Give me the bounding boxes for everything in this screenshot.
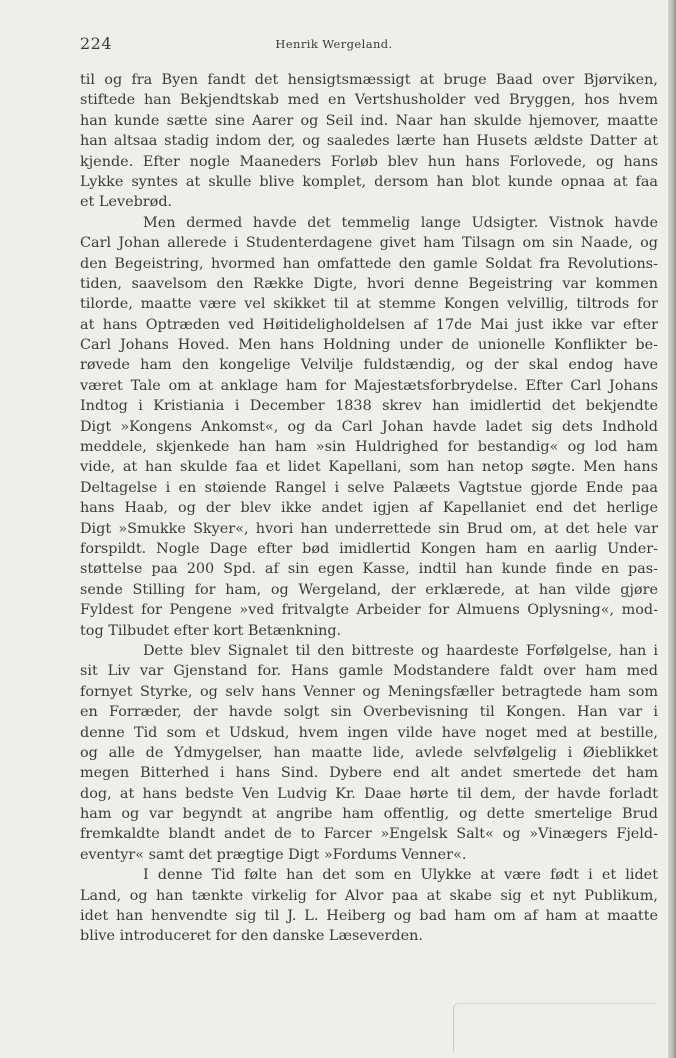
paragraph [80,865,658,947]
book-spine-edge [668,0,676,1058]
text-line: stiftede han Bekjendtskab med en Vertshusholder ved Bryggen, hos hvem [80,92,658,109]
text-line: fremkaldte blandt andet de to Farcer »Engelsk Salt« og »Vinægers Fjeld- [80,826,658,843]
text-line: Men dermed havde det temmelig lange Udsigter. Vistnok havde [143,214,658,231]
text-line: han kunde sætte sine Aarer og Seil ind. Naar han skulde hjemover, maatte [80,112,658,129]
page-corner-mark [453,1003,656,1052]
text-line: dog, at hans bedste Ven Ludvig Kr. Daae hørte til dem, der havde forladt [80,785,658,802]
text-line: han altsaa stadig indom der, og saaledes lærte han Husets ældste Datter at [80,133,658,150]
text-line: idet han henvendte sig til J. L. Heiberg og bad ham om af ham at maatte [80,908,658,925]
paragraph [80,641,658,865]
text-line: meddele, skjenkede han ham »sin Huldrighed for bestandig« og lod ham [80,439,658,456]
paragraph [80,70,658,213]
text-line: støttelse paa 200 Spd. af sin egen Kasse, indtil han kunde finde en pas- [80,561,658,578]
text-line: Deltagelse i en støiende Rangel i selve Palæets Vagtstue gjorde Ende paa [80,479,658,496]
text-line: denne Tid som et Udskud, hvem ingen vilde have noget med at bestille, [80,724,658,741]
text-line: blive introduceret for den danske Læseverden. [80,928,423,945]
text-line: I denne Tid følte han det som en Ulykke at være født i et lidet [143,867,658,884]
text-line: røvede ham den kongelige Velvilje fuldstændig, og der skal endog have [80,357,658,374]
text-line: til og fra Byen fandt det hensigtsmæssigt at bruge Baad over Bjørviken, [80,72,658,88]
text-line: en Forræder, der havde solgt sin Overbevisning til Kongen. Han var i [80,704,658,721]
text-line: Dette blev Signalet til den bittreste og haardeste Forfølgelse, han i [143,642,658,659]
text-line: kjende. Efter nogle Maaneders Forløb blev hun hans Forlovede, og hans [80,153,658,170]
text-line: den Begeistring, hvormed han omfattede den gamle Soldat fra Revolutions- [80,255,658,272]
text-line: tiden, saavelsom den Række Digte, hvori denne Begeistring var kommen [80,275,658,292]
text-line: Carl Johan allerede i Studenterdagene givet ham Tilsagn om sin Naade, og [80,235,658,252]
text-line: og alle de Ydmygelser, han maatte lide, avlede selvfølgelig i Øieblikket [80,744,658,761]
text-line: eventyr« samt det prægtige Digt »Fordums Venner«. [80,846,467,863]
text-line: Indtog i Kristiania i December 1838 skrev han imidlertid det bekjendte [80,398,658,415]
text-line: sit Liv var Gjenstand for. Hans gamle Modstandere faldt over ham med [80,663,658,680]
text-line: forspildt. Nogle Dage efter bød imidlertid Kongen ham en aarlig Under- [80,540,658,557]
text-line: ham og var begyndt at angribe ham offentlig, og dette smertelige Brud [80,806,658,823]
text-line: at hans Optræden ved Høitideligholdelsen af 17de Mai just ikke var efter [80,316,658,333]
text-line: fornyet Styrke, og selv hans Venner og Meningsfæller betragtede ham som [80,683,658,700]
text-line: tilorde, maatte være vel skikket til at stemme Kongen velvillig, tiltrods for [80,296,658,313]
text-line: hans Haab, og der blev ikke andet igjen af Kapellaniet end det herlige [80,500,658,517]
text-line: tog Tilbudet efter kort Betænkning. [80,622,342,639]
text-line: sende Stilling for ham, og Wergeland, der erklærede, at han vilde gjøre [80,581,658,598]
text-line: et Levebrød. [80,194,173,211]
running-title: Henrik Wergeland. [275,37,393,51]
body-text [80,70,658,947]
page-number: 224 [80,34,113,53]
text-line: Land, og han tænkte virkelig for Alvor paa at skabe sig et nyt Publikum, [80,887,658,904]
text-line: Digt »Smukke Skyer«, hvori han underrettede sin Brud om, at det hele var [80,520,658,537]
text-line: Carl Johans Hoved. Men hans Holdning under de unionelle Konflikter be- [80,337,658,354]
text-line: været Tale om at anklage ham for Majestætsforbrydelse. Efter Carl Johans [80,377,658,394]
text-line: megen Bitterhed i hans Sind. Dybere end alt andet smertede det ham [80,765,658,782]
text-line: Digt »Kongens Ankomst«, og da Carl Johan havde ladet sig dets Indhold [80,418,658,435]
paragraph [80,213,658,641]
text-line: vide, at han skulde faa et lidet Kapellani, som han netop søgte. Men hans [80,459,658,476]
text-line: Lykke syntes at skulle blive komplet, dersom han blot kunde opnaa at faa [80,173,658,190]
text-line: Fyldest for Pengene »ved fritvalgte Arbeider for Almuens Oplysning«, mod- [80,602,658,619]
